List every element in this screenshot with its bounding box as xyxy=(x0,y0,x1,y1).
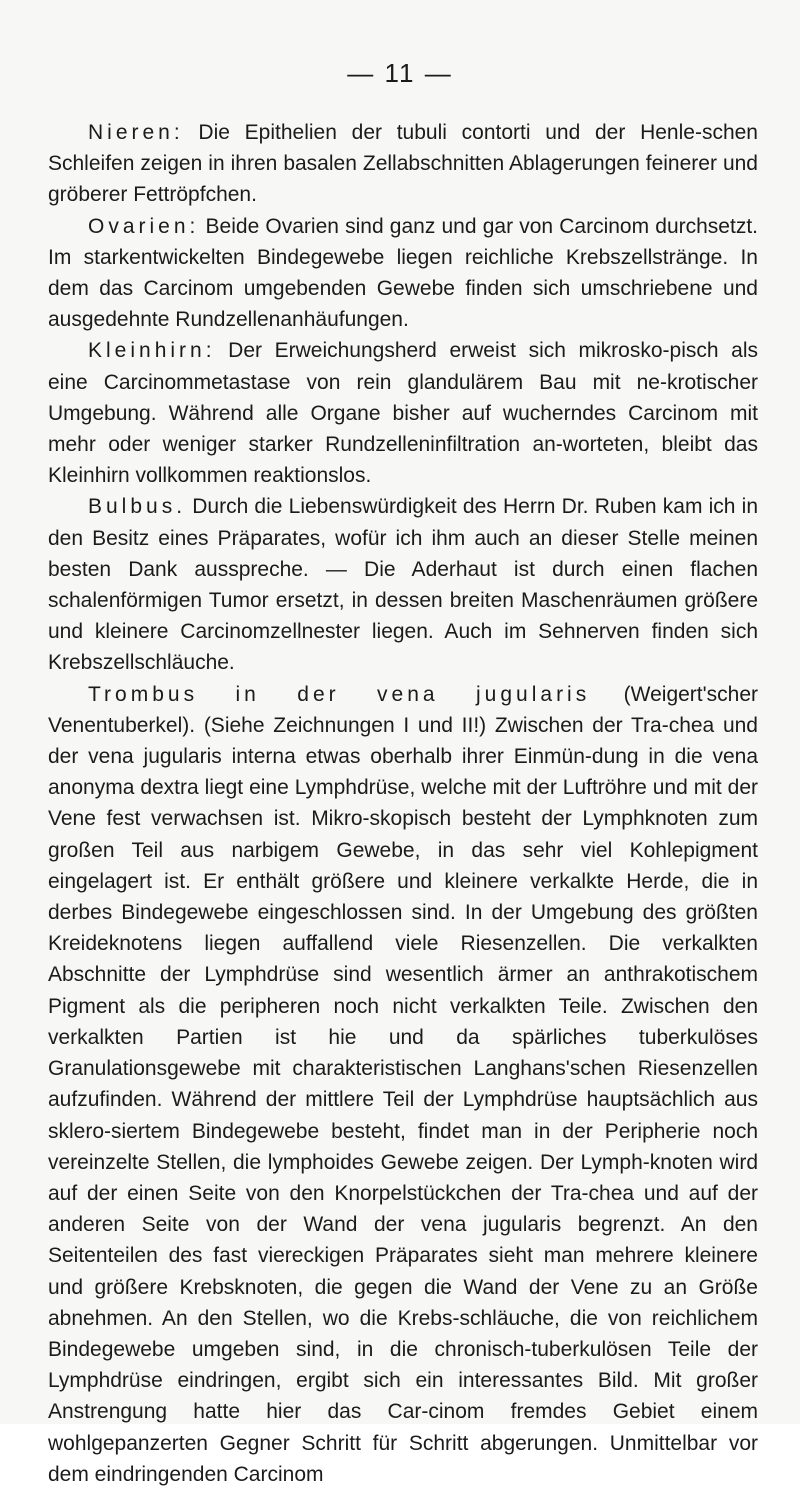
paragraph-bulbus xyxy=(48,491,758,678)
paragraph-kleinhirn xyxy=(48,335,758,491)
paragraph-ovarien xyxy=(48,211,758,336)
page-number: — 11 — xyxy=(347,58,453,88)
text-body xyxy=(48,117,758,1490)
paragraph-text: (Weigert'scher Venentuberkel). (Siehe Zeichnungen I und II!) Zwischen der Tra-chea und der vena jugularis interna etwas oberhalb ihrer Einmün-dung in die vena anonyma dextra liegt eine Lymphdrüse, welche mit der Luftröhre und mit der Vene fest verwachsen ist. Mikro-skopisch besteht der Lymphknoten zum großen Teil aus narbigem Gewebe, in das sehr viel Kohlepigment eingelagert ist. Er enthält größere und kleinere verkalkte Herde, die in derbes Bindegewebe eingeschlossen sind. In der Umgebung des größten Kreideknotens liegen auffallend viele Riesenzellen. Die verkalkten Abschnitte der Lymphdrüse sind wesentlich ärmer an anthrakotischem Pigment als die peripheren noch nicht verkalkten Teile. Zwischen den verkalkten Partien ist hie und da spärliches tuberkulöses Granulationsgewebe mit charakteristischen Langhans'schen Riesenzellen aufzufinden. Während der mittlere Teil der Lymphdrüse hauptsächlich aus sklero-siertem Bindegewebe besteht, findet man in der Peripherie noch vereinzelte Stellen, die lymphoides Gewebe zeigen. Der Lymph-knoten wird auf der einen Seite von den Knorpelstückchen der Tra-chea und auf der anderen Seite von der Wand der vena jugularis begrenzt. An den Seitenteilen des fast viereckigen Präparates sieht man mehrere kleinere und größere Krebsknoten, die gegen die Wand der Vene zu an Größe abnehmen. An den Stellen, wo die Krebs-schläuche, die von reichlichem Bindegewebe umgeben sind, in die chronisch-tuberkulösen Teile der Lymphdrüse eindringen, ergibt sich ein interessantes Bild. Mit großer Anstrengung hatte hier das Car-cinom fremdes Gebiet einem wohlgepanzerten Gegner Schritt für Schritt abgerungen. Unmittelbar vor dem eindringenden Carcinom xyxy=(48,682,758,1486)
section-lead-trombus: Trombus in der vena jugularis xyxy=(88,682,591,706)
section-lead-nieren: Nieren: xyxy=(88,121,184,144)
paragraph-trombus xyxy=(48,679,758,1490)
paragraph-text: Beide Ovarien sind ganz und gar von Carcinom durchsetzt. Im starkentwickelten Bindegewebe liegen reichliche Krebszellstränge. In dem das Carcinom umgebenden Gewebe finden sich umschriebene und ausgedehnte Rundzellenanhäufungen. xyxy=(48,214,758,332)
section-lead-ovarien: Ovarien: xyxy=(88,214,200,238)
section-lead-kleinhirn: Kleinhirn: xyxy=(88,339,216,363)
paragraph-text: Der Erweichungsherd erweist sich mikrosko-pisch als eine Carcinommetastase von rein glandulärem Bau mit ne-krotischer Umgebung. Während alle Organe bisher auf wucherndes Carcinom mit mehr oder weniger starker Rundzelleninfiltration an-worteten, bleibt das Kleinhirn vollkommen reaktionslos. xyxy=(48,339,758,488)
paragraph-nieren xyxy=(48,117,758,211)
section-lead-bulbus: Bulbus. xyxy=(88,495,187,519)
paragraph-text: Die Epithelien der tubuli contorti und der Henle-schen Schleifen zeigen in ihren basalen Zellabschnitten Ablagerungen feinerer und gröberer Fettröpfchen. xyxy=(48,121,758,207)
paragraph-text: Durch die Liebenswürdigkeit des Herrn Dr. Ruben kam ich in den Besitz eines Präparates, wofür ich ihm auch an dieser Stelle meinen besten Dank ausspreche. — Die Aderhaut ist durch einen flachen schalenförmigen Tumor ersetzt, in dessen breiten Maschenräumen größere und kleinere Carcinomzellnester liegen. Auch im Sehnerven finden sich Krebszellschläuche. xyxy=(48,495,758,675)
